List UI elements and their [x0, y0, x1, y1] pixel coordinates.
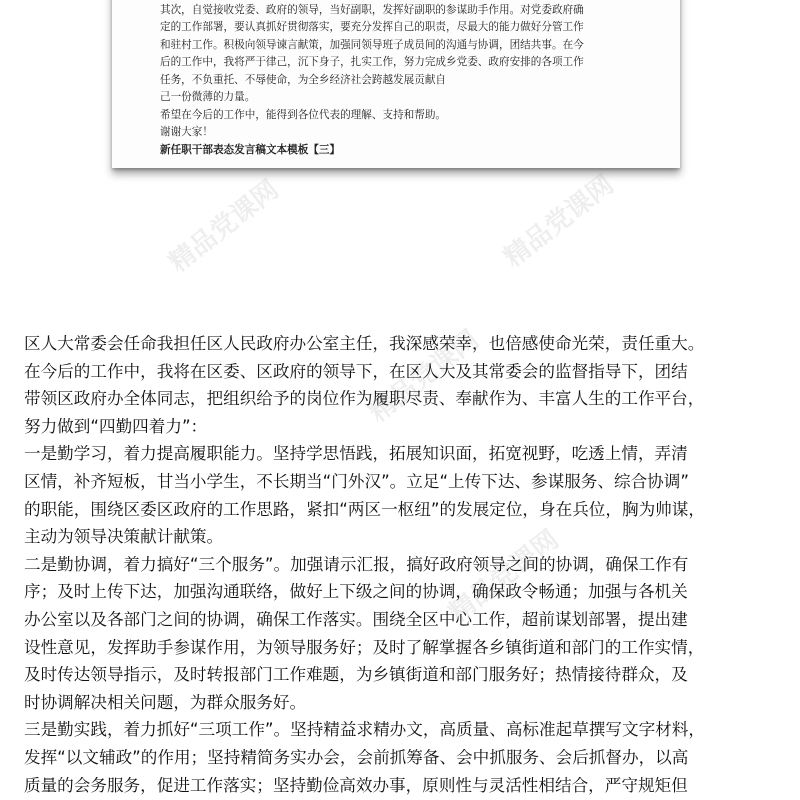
preview-line: 任务，不负重托、不辱使命，为全乡经济社会跨越发展贡献自	[160, 73, 447, 86]
watermark: 精品党课网	[498, 169, 620, 274]
preview-line: 谢谢大家！	[160, 126, 213, 138]
document-preview-card	[112, 0, 680, 168]
article-line: 设性意见，发挥助手参谋作用，为领导服务好；及时了解掌握各乡镇街道和部门的工作实情，	[24, 637, 705, 657]
watermark: 精品党课网	[163, 174, 285, 279]
article-line: 主动为领导决策献计献策。	[24, 527, 224, 547]
article-line: 三是勤实践，着力抓好“三项工作”。坚持精益求精办文，高质量、高标准起草撰写文字材料，	[24, 720, 705, 740]
article-line: 带领区政府办全体同志，把组织给予的岗位作为履职尽责、奉献作为、丰富人生的工作平台，	[24, 389, 705, 409]
article-line: 努力做到“四勤四着力”：	[24, 416, 208, 436]
watermark: 精品党课网	[363, 324, 485, 429]
article-line: 办公室以及各部门之间的协调，确保工作落实。围绕全区中心工作，超前谋划部署，提出建	[24, 609, 688, 629]
preview-text	[160, 0, 660, 159]
article-line: 二是勤协调，着力搞好“三个服务”。加强请示汇报，搞好政府领导之间的协调，确保工作有	[24, 554, 689, 574]
article-line: 一是勤学习，着力提高履职能力。坚持学思悟践，拓展知识面，拓宽视野，吃透上情，弄清	[24, 444, 688, 464]
article-line: 的职能，围绕区委区政府的工作思路，紧扣“两区一枢纽”的发展定位，身在兵位，胸为帅谋，	[24, 499, 705, 519]
article-line: 区情，补齐短板，甘当小学生，不长期当“门外汉”。立足“上传下达、参谋服务、综合协调”	[24, 471, 689, 491]
preview-section-title: 新任职干部表态发言稿文本模板【三】	[160, 143, 341, 156]
main-article-text	[24, 330, 794, 799]
preview-line: 后的工作中，我将严于律己，沉下身子，扎实工作，努力完成乡党委、政府安排的各项工作	[160, 56, 584, 68]
article-line: 在今后的工作中，我将在区委、区政府的领导下，在区人大及其常委会的监督指导下，团结	[24, 361, 688, 381]
article-line: 发挥“以文辅政”的作用；坚持精简务实办会，会前抓筹备、会中抓服务、会后抓督办，以高	[24, 747, 689, 767]
article-line: 序；及时上传下达，加强沟通联络，做好上下级之间的协调，确保政令畅通；加强与各机关	[24, 582, 688, 602]
preview-line: 希望在今后的工作中，能得到各位代表的理解、支持和帮助。	[160, 108, 447, 121]
preview-line: 和驻村工作。积极向领导谏言献策，加强同领导班子成员间的沟通与协调，团结共事。在今	[160, 38, 584, 51]
watermark: 精品党课网	[443, 524, 565, 629]
preview-line: 定的工作部署，要认真抓好贯彻落实，要充分发挥自己的职责，尽最大的能力做好分管工作	[160, 21, 584, 33]
article-line: 及时传达领导指示，及时转报部门工作难题，为乡镇街道和部门服务好；热情接待群众，及	[24, 665, 688, 685]
preview-line: 己一份微薄的力量。	[160, 91, 256, 103]
article-line: 质量的会务服务，促进工作落实；坚持勤俭高效办事，原则性与灵活性相结合，严守规矩但	[24, 775, 688, 795]
article-line: 区人大常委会任命我担任区人民政府办公室主任，我深感荣幸，也倍感使命光荣，责任重大。	[24, 334, 705, 353]
preview-line: 其次，自觉接收党委、政府的领导，当好副职，发挥好副职的参谋助手作用。对党委政府确	[160, 3, 584, 16]
article-line: 时协调解决相关问题，为群众服务好。	[24, 692, 307, 712]
